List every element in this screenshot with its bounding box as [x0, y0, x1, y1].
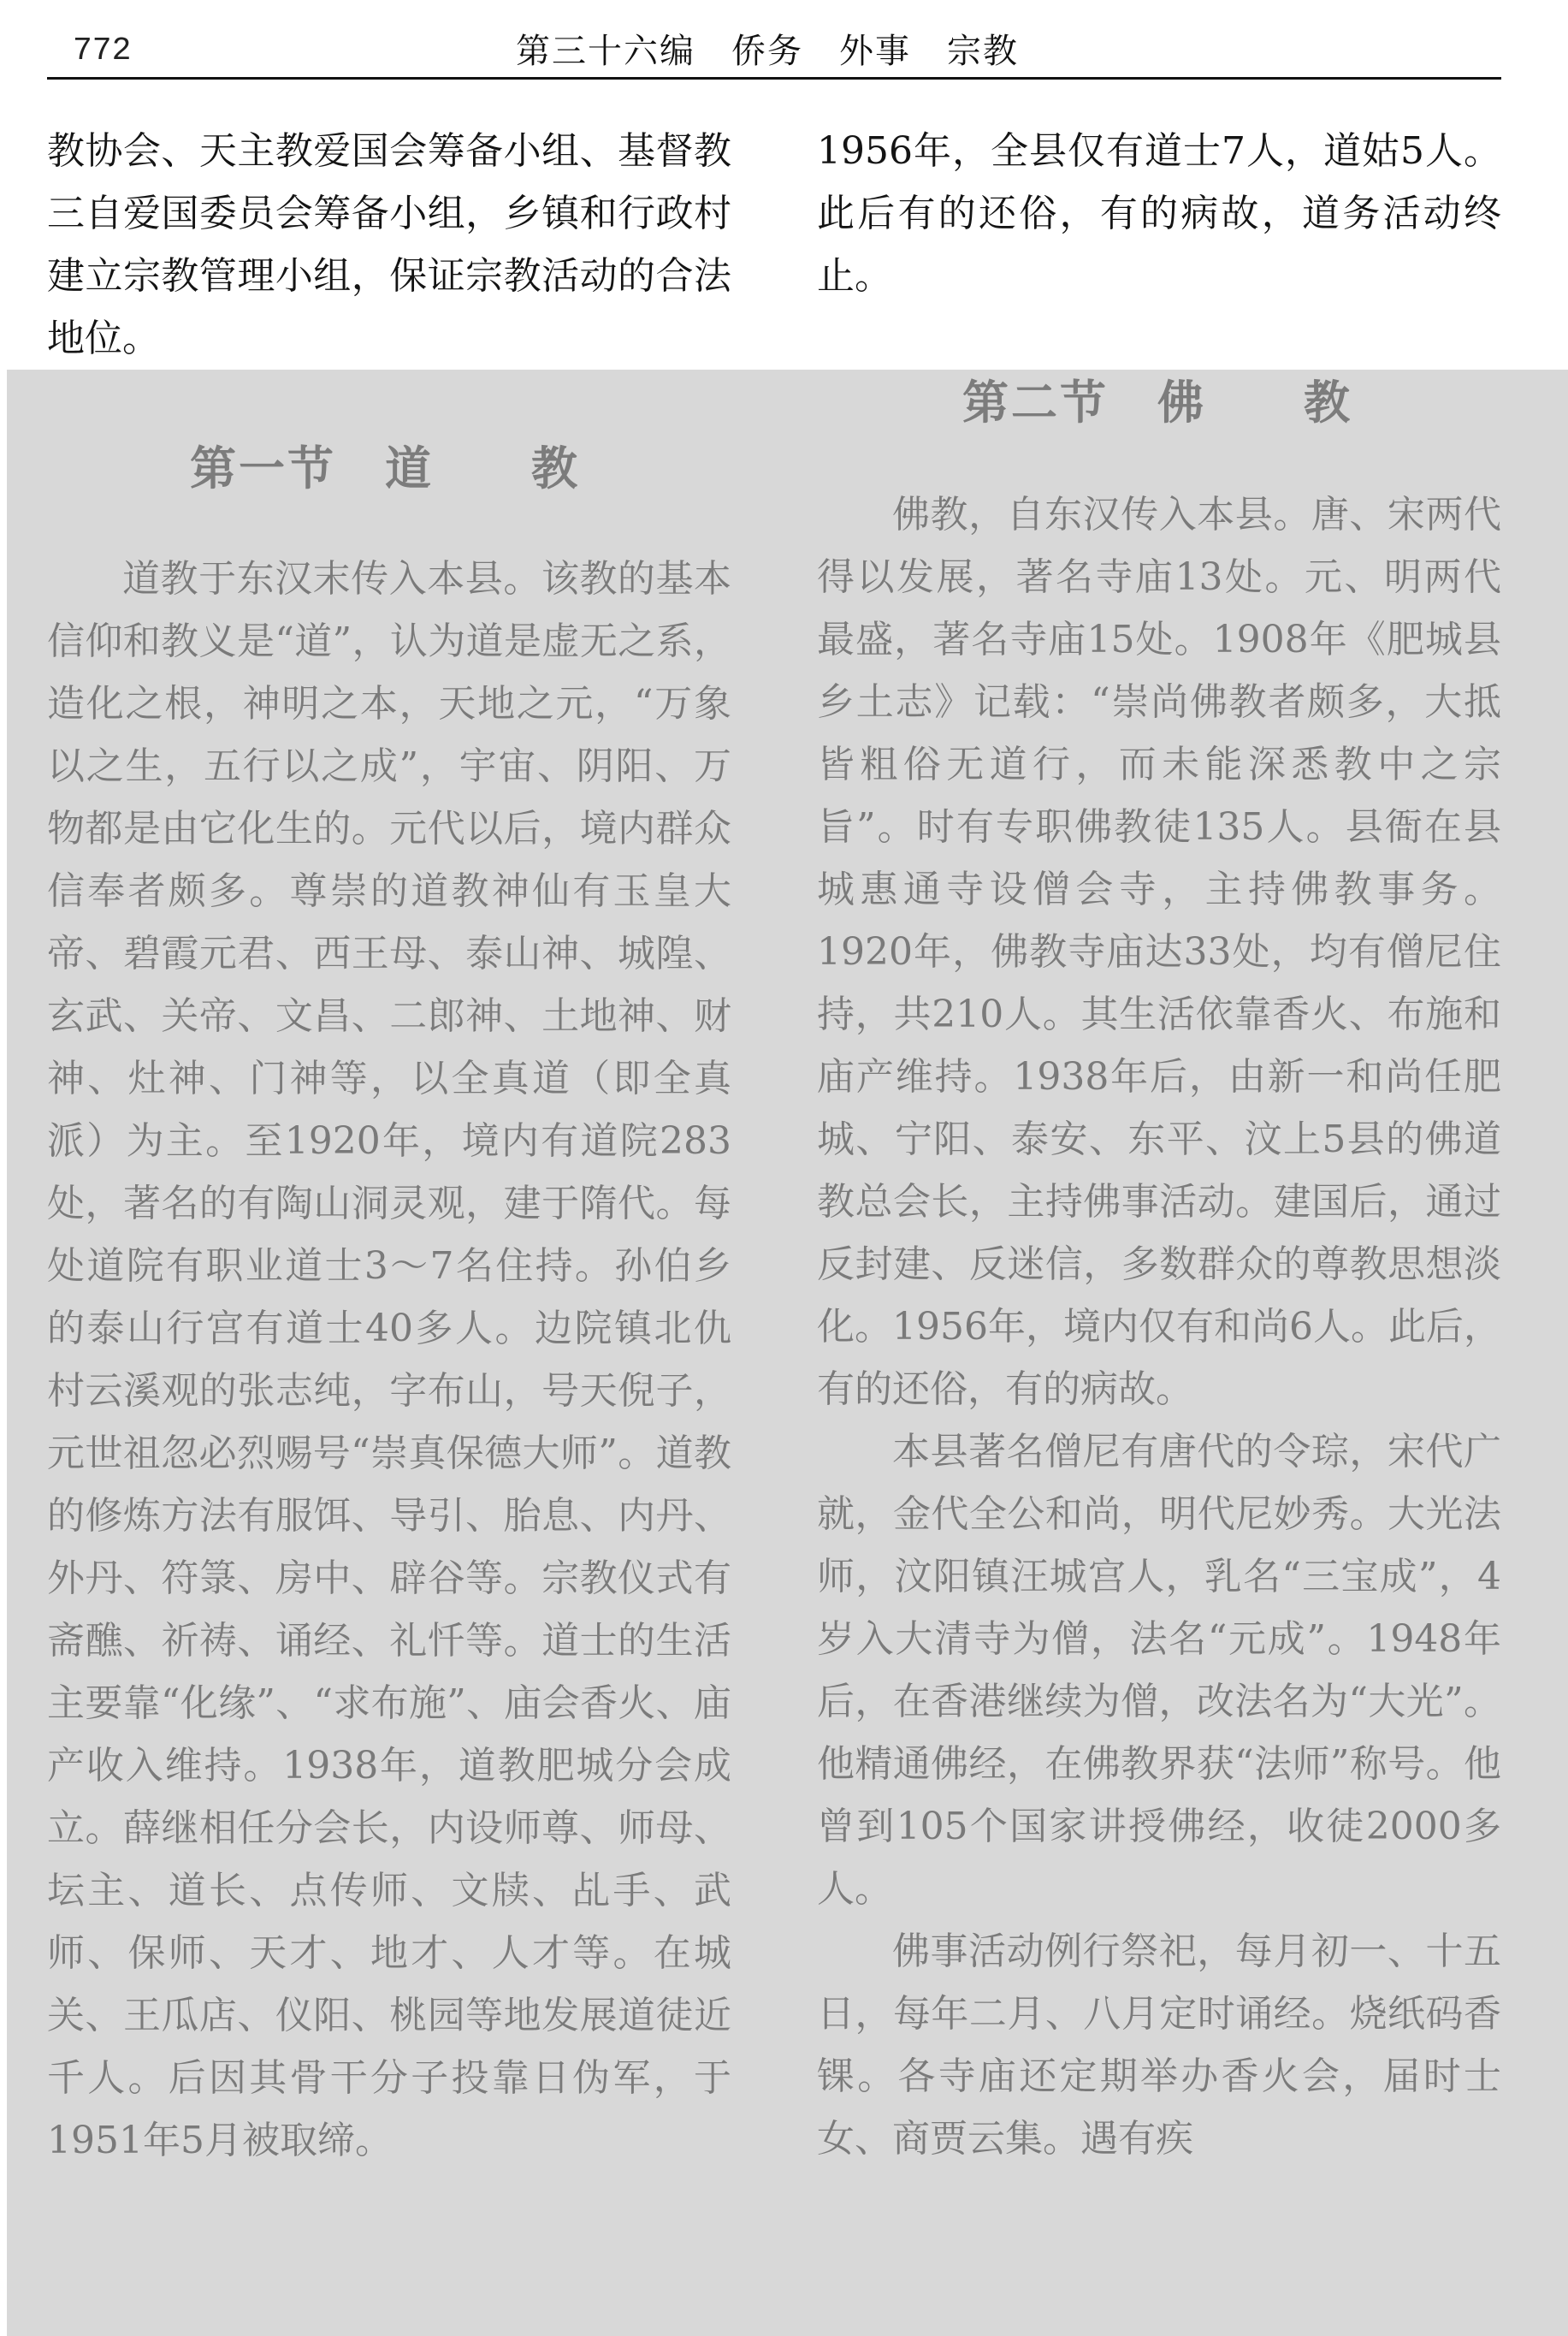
- running-head: 第三十六编 侨务 外事 宗教: [516, 32, 1019, 71]
- top-left-paragraph: 教协会、天主教爱国会筹备小组、基督教三自爱国委员会筹备小组，乡镇和行政村建立宗教管理小组，保证宗教活动的合法地位。: [47, 129, 731, 360]
- section-two-paragraph-2: 本县著名僧尼有唐代的令琮，宋代广就，金代全公和尚，明代尼妙秀。大光法师，汶阳镇汪城宫人，乳名“三宝成”，4岁入大清寺为僧，法名“元成”。1948年后，在香港继续为僧，改法名为“大光”。他精通佛经，在佛教界获“法师”称号。他曾到105个国家讲授佛经，收徒2000多人。: [817, 1430, 1501, 1911]
- top-right-paragraph: 1956年，全县仅有道士7人，道姑5人。此后有的还俗，有的病故，道务活动终止。: [817, 129, 1501, 298]
- section-one-title: 第一节 道 教: [190, 442, 580, 495]
- page-header: [47, 24, 1501, 75]
- header-rule: [47, 77, 1501, 80]
- section-one-paragraph: 道教于东汉末传入本县。该教的基本信仰和教义是“道”，认为道是虚无之系，造化之根，神明之本，天地之元，“万象以之生，五行以之成”，宇宙、阴阳、万物都是由它化生的。元代以后，境内群众信奉者颇多。尊崇的道教神仙有玉皇大帝、碧霞元君、西王母、泰山神、城隍、玄武、关帝、文昌、二郎神、土地神、财神、灶神、门神等，以全真道（即全真派）为主。至1920年，境内有道院283处，著名的有陶山洞灵观，建于隋代。每处道院有职业道士3～7名住持。孙伯乡的泰山行宫有道士40多人。边院镇北仇村云溪观的张志纯，字布山，号天倪子，元世祖忽必烈赐号“崇真保德大师”。道教的修炼方法有服饵、导引、胎息、内丹、外丹、符箓、房中、辟谷等。宗教仪式有斋醮、祈祷、诵经、礼忏等。道士的生活主要靠“化缘”、“求布施”、庙会香火、庙产收入维持。1938年，道教肥城分会成立。薛继相任分会长，内设师尊、师母、坛主、道长、点传师、文牍、乩手、武师、保师、天才、地才、人才等。在城关、王瓜店、仪阳、桃园等地发展道徒近千人。后因其骨干分子投靠日伪军，于1951年5月被取缔。: [47, 557, 731, 2162]
- section-two-title: 第二节 佛 教: [962, 376, 1352, 430]
- section-two-paragraph-3: 佛事活动例行祭祀，每月初一、十五日，每年二月、八月定时诵经。烧纸码香锞。各寺庙还定期举办香火会，届时士女、商贾云集。遇有疾: [817, 1930, 1501, 2161]
- page-number: 772: [73, 33, 132, 69]
- section-two-body: [817, 483, 1501, 2170]
- section-two-paragraph-1: 佛教，自东汉传入本县。唐、宋两代得以发展，著名寺庙13处。元、明两代最盛，著名寺庙15处。1908年《肥城县乡土志》记载：“崇尚佛教者颇多，大抵皆粗俗无道行，而未能深悉教中之宗旨”。时有专职佛教徒135人。县衙在县城惠通寺设僧会寺，主持佛教事务。1920年，佛教寺庙达33处，均有僧尼住持，共210人。其生活依靠香火、布施和庙产维持。1938年后，由新一和尚任肥城、宁阳、泰安、东平、汶上5县的佛道教总会长，主持佛事活动。建国后，通过反封建、反迷信，多数群众的尊教思想淡化。1956年，境内仅有和尚6人。此后，有的还俗，有的病故。: [817, 493, 1501, 1411]
- top-left-column: [47, 120, 731, 370]
- section-one-body: [47, 548, 731, 2172]
- top-right-column: [817, 120, 1501, 307]
